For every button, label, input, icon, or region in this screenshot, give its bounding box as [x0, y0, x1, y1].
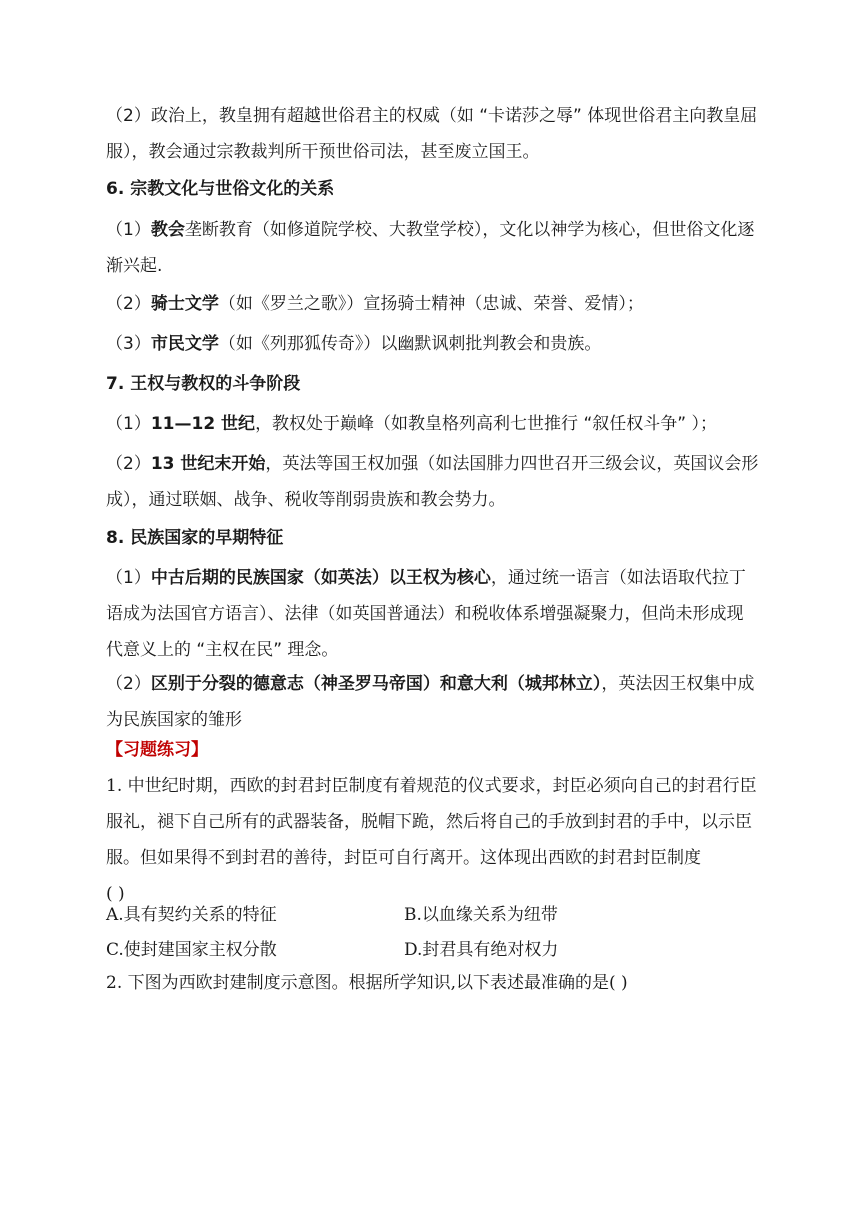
bold-term: 13 世纪末开始: [150, 454, 266, 474]
question-2: 2. 下图为西欧封建制度示意图。根据所学知识,以下表述最准确的是( ): [106, 973, 628, 993]
section-heading-6: 6. 宗教文化与世俗文化的关系: [106, 179, 335, 199]
exercise-title: 【习题练习】: [106, 740, 208, 760]
bold-term: 教会: [150, 220, 185, 240]
option-a: A.具有契约关系的特征: [106, 905, 277, 925]
option-c: C.使封建国家主权分散: [106, 940, 277, 960]
bold-term: 骑士文学: [150, 294, 219, 314]
answer-parentheses: ( ): [106, 884, 125, 904]
option-d: D.封君具有绝对权力: [404, 940, 559, 960]
question-1: [106, 768, 760, 912]
item-6-1: （1）教会垄断教育（如修道院学校、大教堂学校），文化以神学为核心，但世俗文化逐渐兴起.: [106, 220, 755, 276]
bold-term: 11—12 世纪: [150, 414, 256, 434]
item-6-3: （3）市民文学（如《列那狐传奇》）以幽默讽刺批判教会和贵族。: [106, 334, 602, 354]
question-stem: 1. 中世纪时期，西欧的封君封臣制度有着规范的仪式要求，封臣必须向自己的封君行臣服礼，褪下自己所有的武器装备，脱帽下跪，然后将自己的手放到封君的手中，以示臣服。但如果得不到封君的善待，封臣可自行离开。这体现出西欧的封君封臣制度: [106, 776, 757, 868]
section-heading-8: 8. 民族国家的早期特征: [106, 528, 284, 548]
option-b: B.以血缘关系为纽带: [404, 905, 558, 925]
item-7-2: （2）13 世纪末开始，英法等国王权加强（如法国腓力四世召开三级会议，英国议会形成），通过联姻、战争、税收等削弱贵族和教会势力。: [106, 454, 759, 510]
bold-term: 市民文学: [150, 334, 219, 354]
bold-term: 中古后期的民族国家（如英法）以王权为核心: [150, 568, 491, 588]
section-heading-7: 7. 王权与教权的斗争阶段: [106, 374, 301, 394]
paragraph-politics: [106, 98, 760, 170]
item-6-2: （2）骑士文学（如《罗兰之歌》）宣扬骑士精神（忠诚、荣誉、爱情）；: [106, 294, 644, 314]
item-8-1: （1）中古后期的民族国家（如英法）以王权为核心，通过统一语言（如法语取代拉丁语成为法国官方语言）、法律（如英国普通法）和税收体系增强凝聚力，但尚未形成现代意义上的 “主权在民” 理念。: [106, 568, 746, 660]
item-7-1: （1）11—12 世纪，教权处于巅峰（如教皇格列高利七世推行 “叙任权斗争” ）；: [106, 414, 717, 434]
bold-term: 区别于分裂的德意志（神圣罗马帝国）和意大利（城邦林立）: [150, 674, 602, 694]
item-8-2: （2）区别于分裂的德意志（神圣罗马帝国）和意大利（城邦林立），英法因王权集中成为民族国家的雏形: [106, 674, 755, 730]
paragraph-text: （2）政治上，教皇拥有超越世俗君主的权威（如 “卡诺莎之辱” 体现世俗君主向教皇屈服），教会通过宗教裁判所干预世俗司法，甚至废立国王。: [106, 106, 758, 162]
